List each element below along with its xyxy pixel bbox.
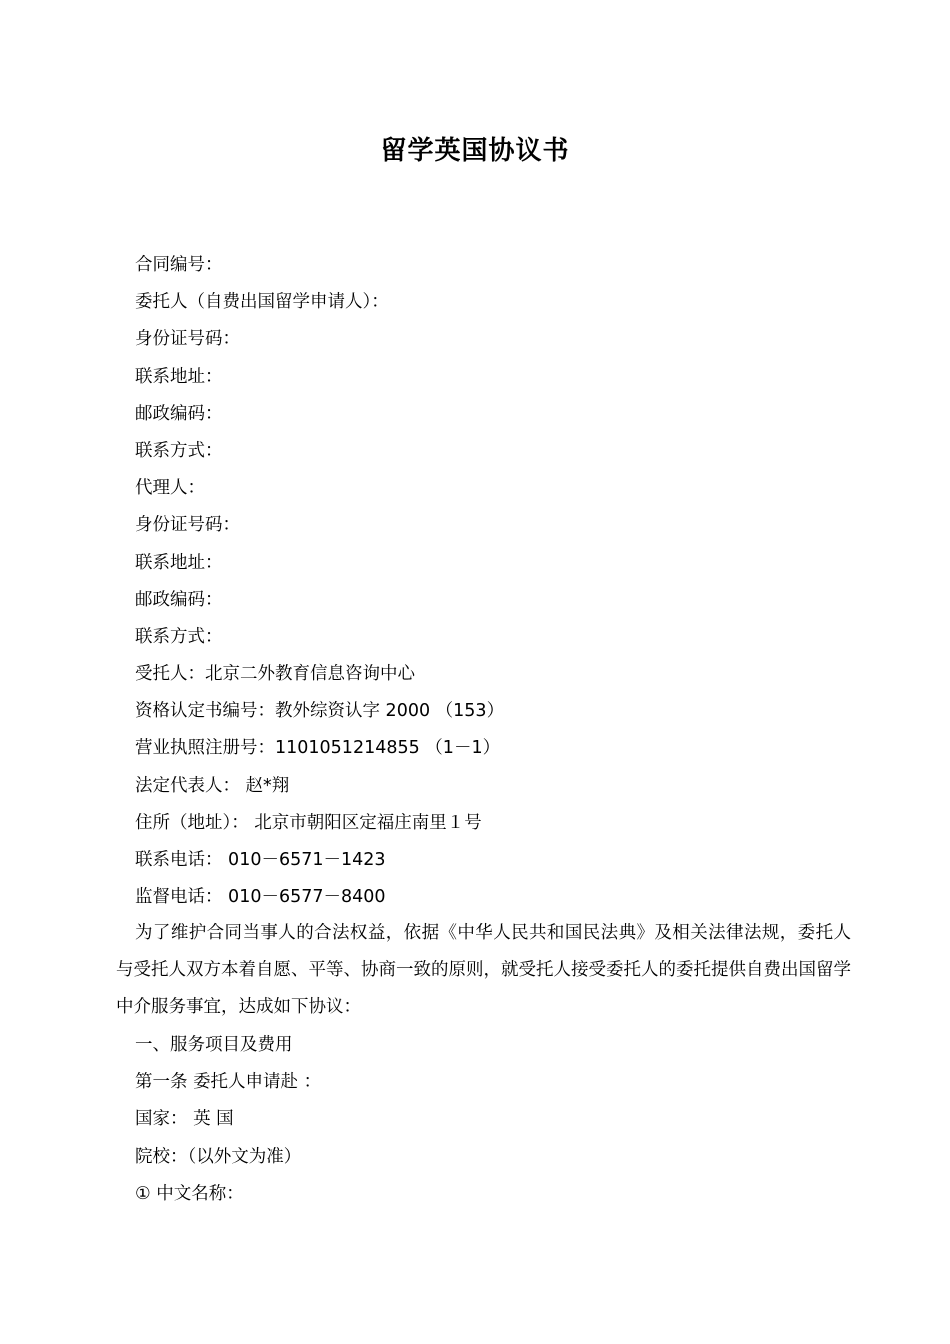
document-title: 留学英国协议书 <box>380 136 570 166</box>
service-section <box>135 1027 855 1213</box>
intro-paragraph: 为了维护合同当事人的合法权益，依据《中华人民共和国民法典》及相关法律法规，委托人与受托人双方本着自愿、平等、协商一致的原则，就受托人接受委托人的委托提供自费出国留学中介服务事宜，达成如下协议： <box>116 923 851 1018</box>
section-heading: 一、服务项目及费用 <box>135 1035 293 1055</box>
chinese-name-line: ① 中文名称： <box>135 1183 244 1204</box>
field-contract-number: 合同编号： <box>135 255 223 275</box>
field-client-postcode: 邮政编码： <box>135 403 223 424</box>
field-client-id: 身份证号码： <box>135 329 240 350</box>
field-agent-id: 身份证号码： <box>135 515 240 536</box>
party-info-fields <box>135 247 855 916</box>
field-supervision-phone: 监督电话： 010－6577－8400 <box>135 887 386 908</box>
field-agent-postcode: 邮政编码： <box>135 589 223 610</box>
field-residence-address: 住所（地址）： 北京市朝阳区定福庄南里１号 <box>135 812 482 833</box>
field-legal-representative: 法定代表人： 赵*翔 <box>135 775 290 796</box>
field-client: 委托人（自费出国留学申请人）： <box>135 292 389 313</box>
article-one: 第一条 委托人申请赴 ： <box>135 1072 322 1093</box>
field-agent-contact: 联系方式： <box>135 626 223 647</box>
field-trustee: 受托人：北京二外教育信息咨询中心 <box>135 664 415 685</box>
field-phone: 联系电话： 010－6571－1423 <box>135 850 386 870</box>
field-agent: 代理人： <box>135 478 205 499</box>
field-agent-address: 联系地址： <box>135 552 223 573</box>
field-business-license: 营业执照注册号：1101051214855 （1－1） <box>135 738 501 759</box>
school-line: 院校：（以外文为准） <box>135 1146 302 1167</box>
country-line: 国家： 英 国 <box>135 1109 234 1130</box>
field-client-address: 联系地址： <box>135 366 223 387</box>
field-client-contact: 联系方式： <box>135 440 223 461</box>
field-qualification-number: 资格认定书编号：教外综资认字 2000 （153） <box>135 701 505 722</box>
